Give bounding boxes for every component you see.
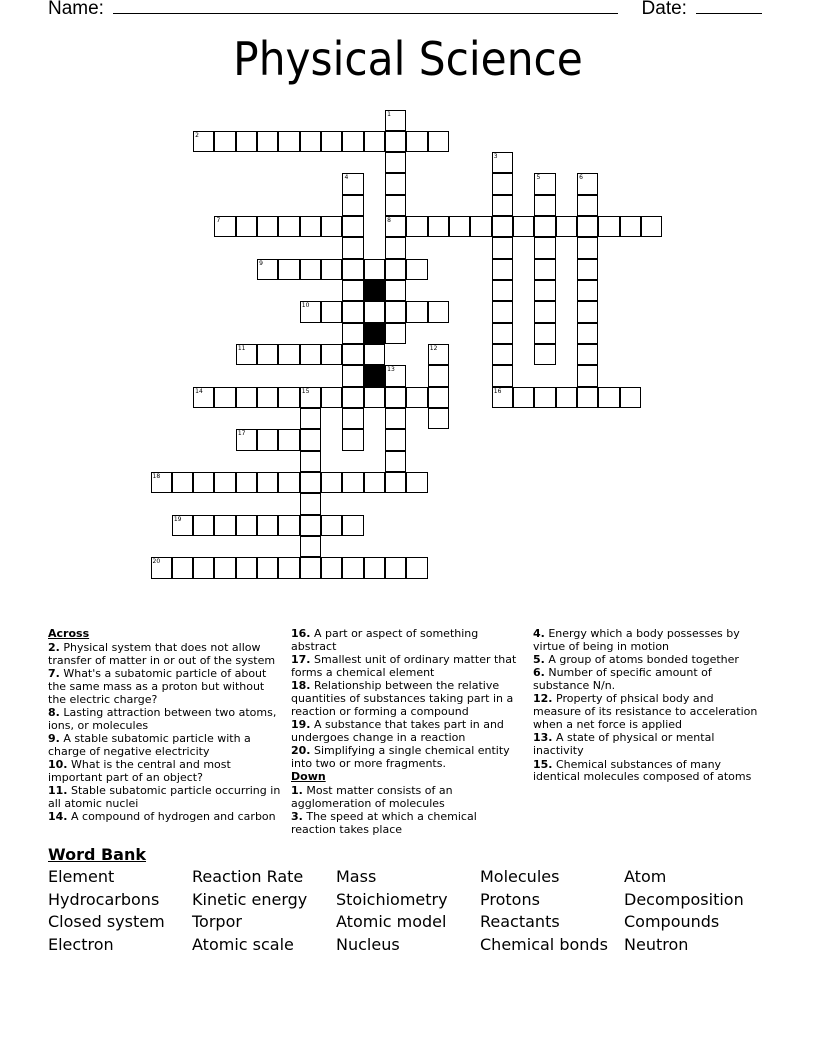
grid-cell[interactable] — [577, 387, 598, 408]
grid-cell[interactable] — [342, 259, 363, 280]
name-label: Name: — [48, 0, 104, 19]
grid-cell[interactable] — [342, 344, 363, 365]
down-heading: Down — [291, 770, 326, 784]
grid-cell[interactable] — [385, 451, 406, 472]
grid-cell[interactable] — [257, 387, 278, 408]
grid-cell[interactable] — [214, 216, 235, 237]
grid-cell[interactable] — [278, 515, 299, 536]
clue-number: 19 — [173, 515, 182, 523]
grid-cell[interactable] — [385, 259, 406, 280]
grid-cell[interactable] — [406, 301, 427, 322]
grid-cell[interactable] — [236, 216, 257, 237]
grid-cell[interactable] — [321, 301, 342, 322]
grid-cell[interactable] — [300, 536, 321, 557]
grid-cell[interactable] — [342, 323, 363, 344]
grid-cell[interactable] — [577, 301, 598, 322]
grid-cell[interactable] — [428, 344, 449, 365]
clue-across-20: 20. Simplifying a single chemical entity into two or more fragments. — [291, 744, 510, 771]
grid-cell[interactable] — [278, 557, 299, 578]
grid-cell[interactable] — [214, 472, 235, 493]
clue-number: 16 — [493, 387, 502, 395]
clue-across-7: 7. What's a subatomic particle of about the same mass as a proton but without the electric charge? — [48, 667, 267, 706]
grid-cell[interactable] — [236, 131, 257, 152]
grid-cell[interactable] — [193, 515, 214, 536]
grid-cell[interactable] — [193, 131, 214, 152]
clue-down-3: 3. The speed at which a chemical reaction takes place — [291, 810, 477, 837]
grid-cell[interactable] — [257, 216, 278, 237]
grid-cell[interactable] — [492, 280, 513, 301]
grid-cell-black — [364, 280, 385, 301]
grid-cell[interactable] — [214, 131, 235, 152]
word-bank-item: Kinetic energy — [192, 889, 308, 909]
grid-cell[interactable] — [321, 387, 342, 408]
clue-number: 18 — [152, 473, 161, 481]
grid-cell[interactable] — [300, 472, 321, 493]
clue-across-17: 17. Smallest unit of ordinary matter that forms a chemical element — [291, 653, 517, 680]
clue-down-4: 4. Energy which a body possesses by virtue of being in motion — [533, 627, 740, 653]
grid-cell[interactable] — [598, 387, 619, 408]
clue-down-5: 5. A group of atoms bonded together — [533, 653, 739, 667]
grid-cell[interactable] — [236, 472, 257, 493]
grid-cell[interactable] — [577, 216, 598, 237]
grid-cell[interactable] — [385, 472, 406, 493]
grid-cell[interactable] — [385, 280, 406, 301]
grid-cell[interactable] — [300, 216, 321, 237]
clue-down-13: 13. A state of physical or mental inactivity — [533, 731, 715, 758]
grid-cell[interactable] — [172, 472, 193, 493]
grid-cell[interactable] — [449, 216, 470, 237]
grid-cell[interactable] — [321, 344, 342, 365]
clue-number: 8 — [387, 217, 391, 225]
grid-cell[interactable] — [385, 387, 406, 408]
grid-cell[interactable] — [236, 515, 257, 536]
grid-cell[interactable] — [364, 344, 385, 365]
grid-cell[interactable] — [342, 515, 363, 536]
clue-down-6: 6. Number of specific amount of substance N/n. — [533, 666, 712, 693]
grid-cell[interactable] — [300, 515, 321, 536]
grid-cell[interactable] — [342, 216, 363, 237]
grid-cell[interactable] — [577, 259, 598, 280]
grid-cell[interactable] — [278, 472, 299, 493]
word-bank-item: Protons — [480, 889, 540, 909]
clue-across-11: 11. Stable subatomic particle occurring in all atomic nuclei — [48, 784, 281, 811]
grid-cell[interactable] — [406, 557, 427, 578]
word-bank-item: Nucleus — [336, 935, 400, 954]
grid-cell[interactable] — [300, 429, 321, 450]
grid-cell[interactable] — [492, 323, 513, 344]
grid-cell[interactable] — [534, 323, 555, 344]
grid-cell[interactable] — [492, 216, 513, 237]
grid-cell[interactable] — [300, 557, 321, 578]
grid-cell[interactable] — [214, 557, 235, 578]
word-bank-item: Molecules — [480, 867, 560, 886]
grid-cell[interactable] — [385, 429, 406, 450]
page-title: Physical Science — [233, 32, 583, 86]
word-bank-item: Stoichiometry — [336, 889, 448, 909]
grid-cell[interactable] — [428, 408, 449, 429]
grid-cell[interactable] — [257, 344, 278, 365]
grid-cell[interactable] — [641, 216, 662, 237]
grid-cell[interactable] — [385, 237, 406, 258]
clue-number: 1 — [387, 110, 391, 118]
word-bank-item: Atomic scale — [192, 935, 294, 954]
word-bank-item: Compounds — [624, 912, 720, 932]
grid-cell[interactable] — [534, 237, 555, 258]
grid-cell[interactable] — [492, 173, 513, 194]
grid-cell[interactable] — [364, 301, 385, 322]
grid-cell[interactable] — [385, 131, 406, 152]
word-bank-item: Chemical bonds — [480, 935, 608, 954]
grid-cell[interactable] — [620, 216, 641, 237]
clue-across-9: 9. A stable subatomic particle with a charge of negative electricity — [48, 732, 251, 759]
grid-cell[interactable] — [534, 173, 555, 194]
word-bank-item: Element — [48, 867, 115, 886]
grid-cell[interactable] — [278, 259, 299, 280]
grid-cell[interactable] — [300, 259, 321, 280]
grid-cell[interactable] — [406, 387, 427, 408]
clues-column-2 — [291, 628, 523, 838]
grid-cell[interactable] — [278, 344, 299, 365]
grid-cell[interactable] — [300, 451, 321, 472]
clue-number: 11 — [237, 345, 246, 353]
grid-cell[interactable] — [385, 408, 406, 429]
grid-cell[interactable] — [428, 387, 449, 408]
grid-cell[interactable] — [172, 515, 193, 536]
grid-cell[interactable] — [534, 195, 555, 216]
grid-cell[interactable] — [193, 472, 214, 493]
clue-number: 4 — [344, 174, 349, 182]
grid-cell[interactable] — [321, 515, 342, 536]
grid-cell[interactable] — [492, 152, 513, 173]
grid-cell[interactable] — [300, 344, 321, 365]
clue-number: 7 — [216, 217, 221, 225]
grid-cell[interactable] — [492, 301, 513, 322]
word-bank-item: Closed system — [48, 912, 165, 932]
grid-cell[interactable] — [385, 301, 406, 322]
grid-cell[interactable] — [257, 429, 278, 450]
grid-cell[interactable] — [300, 131, 321, 152]
clue-down-12: 12. Property of phsical body and measure of its resistance to acceleration when a net force is applied — [533, 692, 758, 732]
grid-cell[interactable] — [577, 323, 598, 344]
grid-cell[interactable] — [278, 216, 299, 237]
grid-cell[interactable] — [534, 344, 555, 365]
clue-across-16: 16. A part or aspect of something abstract — [291, 627, 479, 653]
grid-cell[interactable] — [236, 429, 257, 450]
word-bank-item: Electron — [48, 935, 114, 954]
clues-column-1 — [48, 628, 283, 825]
grid-cell[interactable] — [428, 301, 449, 322]
clue-number: 6 — [579, 174, 583, 182]
grid-cell[interactable] — [385, 323, 406, 344]
date-label: Date: — [641, 0, 687, 19]
grid-cell[interactable] — [321, 259, 342, 280]
clue-across-10: 10. What is the central and most important part of an object? — [48, 758, 231, 785]
word-bank-title: Word Bank — [48, 845, 147, 864]
grid-cell[interactable] — [534, 387, 555, 408]
clue-across-19: 19. A substance that takes part in and undergoes change in a reaction — [291, 718, 504, 745]
grid-cell[interactable] — [577, 344, 598, 365]
clue-across-18: 18. Relationship between the relative quantities of substances taking part in a reaction or forming a compound — [291, 679, 514, 719]
grid-cell[interactable] — [321, 131, 342, 152]
grid-cell[interactable] — [577, 365, 598, 386]
clue-down-1: 1. Most matter consists of an agglomeration of molecules — [291, 784, 453, 811]
grid-cell[interactable] — [428, 216, 449, 237]
grid-cell[interactable] — [406, 131, 427, 152]
grid-cell[interactable] — [385, 365, 406, 386]
grid-cell[interactable] — [534, 259, 555, 280]
grid-cell[interactable] — [492, 237, 513, 258]
grid-cell[interactable] — [236, 387, 257, 408]
grid-cell[interactable] — [342, 387, 363, 408]
clue-number: 12 — [429, 345, 438, 353]
word-bank-item: Reaction Rate — [192, 867, 304, 886]
grid-cell[interactable] — [364, 472, 385, 493]
grid-cell[interactable] — [342, 301, 363, 322]
grid-cell[interactable] — [257, 131, 278, 152]
grid-cell[interactable] — [300, 387, 321, 408]
grid-cell[interactable] — [620, 387, 641, 408]
grid-cell[interactable] — [151, 557, 172, 578]
grid-cell[interactable] — [406, 259, 427, 280]
grid-cell[interactable] — [385, 195, 406, 216]
grid-cell[interactable] — [342, 237, 363, 258]
grid-cell[interactable] — [342, 472, 363, 493]
clue-across-2: 2. Physical system that does not allow transfer of matter in or out of the system — [48, 640, 276, 667]
grid-cell[interactable] — [321, 216, 342, 237]
grid-cell[interactable] — [406, 472, 427, 493]
word-bank-item: Torpor — [192, 912, 242, 932]
clue-number: 13 — [387, 366, 395, 374]
grid-cell[interactable] — [534, 280, 555, 301]
grid-cell[interactable] — [598, 216, 619, 237]
grid-cell[interactable] — [321, 472, 342, 493]
clue-number: 20 — [152, 558, 161, 566]
grid-cell[interactable] — [364, 557, 385, 578]
clue-down-15: 15. Chemical substances of many identical molecules composed of atoms — [533, 757, 752, 784]
grid-cell[interactable] — [577, 237, 598, 258]
word-bank-item: Atom — [624, 867, 667, 886]
grid-cell[interactable] — [151, 472, 172, 493]
grid-cell[interactable] — [278, 387, 299, 408]
grid-cell[interactable] — [300, 301, 321, 322]
grid-cell[interactable] — [492, 195, 513, 216]
grid-cell-black — [364, 365, 385, 386]
grid-cell[interactable] — [257, 259, 278, 280]
grid-cell-black — [364, 323, 385, 344]
grid-cell[interactable] — [214, 515, 235, 536]
clue-number: 10 — [301, 302, 310, 310]
grid-cell[interactable] — [342, 408, 363, 429]
grid-cell[interactable] — [172, 557, 193, 578]
grid-cell[interactable] — [492, 259, 513, 280]
grid-cell[interactable] — [342, 365, 363, 386]
grid-cell[interactable] — [257, 557, 278, 578]
grid-cell[interactable] — [385, 173, 406, 194]
word-bank-item: Neutron — [624, 935, 689, 954]
grid-cell[interactable] — [364, 387, 385, 408]
grid-cell[interactable] — [577, 280, 598, 301]
grid-cell[interactable] — [385, 216, 406, 237]
grid-cell[interactable] — [278, 131, 299, 152]
grid-cell[interactable] — [193, 557, 214, 578]
clue-across-14: 14. A compound of hydrogen and carbon — [48, 810, 276, 824]
grid-cell[interactable] — [513, 216, 534, 237]
grid-cell[interactable] — [492, 387, 513, 408]
across-heading: Across — [48, 627, 90, 640]
grid-cell[interactable] — [385, 557, 406, 578]
grid-cell[interactable] — [513, 387, 534, 408]
word-bank-item: Decomposition — [624, 889, 744, 909]
grid-cell[interactable] — [236, 557, 257, 578]
grid-cell[interactable] — [385, 152, 406, 173]
clue-number: 17 — [237, 430, 246, 438]
word-bank-item: Reactants — [480, 912, 560, 932]
grid-cell[interactable] — [342, 557, 363, 578]
clue-number: 15 — [301, 387, 310, 395]
grid-cell[interactable] — [577, 195, 598, 216]
clue-number: 2 — [195, 131, 199, 139]
grid-cell[interactable] — [257, 515, 278, 536]
grid-cell[interactable] — [236, 344, 257, 365]
grid-cell[interactable] — [534, 216, 555, 237]
grid-cell[interactable] — [342, 173, 363, 194]
grid-cell[interactable] — [492, 344, 513, 365]
grid-cell[interactable] — [385, 110, 406, 131]
grid-cell[interactable] — [556, 387, 577, 408]
clue-number: 14 — [195, 387, 203, 395]
clue-across-8: 8. Lasting attraction between two atoms, ions, or molecules — [48, 706, 277, 732]
clues-column-3 — [533, 628, 765, 785]
grid-cell[interactable] — [492, 365, 513, 386]
word-bank-item: Atomic model — [336, 912, 447, 932]
grid-cell[interactable] — [300, 408, 321, 429]
grid-cell[interactable] — [321, 557, 342, 578]
grid-cell[interactable] — [364, 259, 385, 280]
word-bank-item: Hydrocarbons — [48, 889, 160, 909]
grid-cell[interactable] — [278, 429, 299, 450]
clue-number: 9 — [259, 259, 263, 267]
grid-cell[interactable] — [428, 365, 449, 386]
grid-cell[interactable] — [556, 216, 577, 237]
grid-cell[interactable] — [364, 131, 385, 152]
grid-cell[interactable] — [342, 280, 363, 301]
grid-cell[interactable] — [342, 195, 363, 216]
grid-cell[interactable] — [214, 387, 235, 408]
grid-cell[interactable] — [577, 173, 598, 194]
grid-cell[interactable] — [342, 131, 363, 152]
clue-number: 5 — [536, 174, 541, 182]
word-bank-item: Mass — [336, 867, 377, 886]
grid-cell[interactable] — [534, 301, 555, 322]
clue-number: 3 — [493, 153, 498, 161]
grid-cell[interactable] — [428, 131, 449, 152]
grid-cell[interactable] — [300, 493, 321, 514]
grid-cell[interactable] — [257, 472, 278, 493]
grid-cell[interactable] — [470, 216, 491, 237]
grid-cell[interactable] — [342, 429, 363, 450]
grid-cell[interactable] — [193, 387, 214, 408]
grid-cell[interactable] — [406, 216, 427, 237]
